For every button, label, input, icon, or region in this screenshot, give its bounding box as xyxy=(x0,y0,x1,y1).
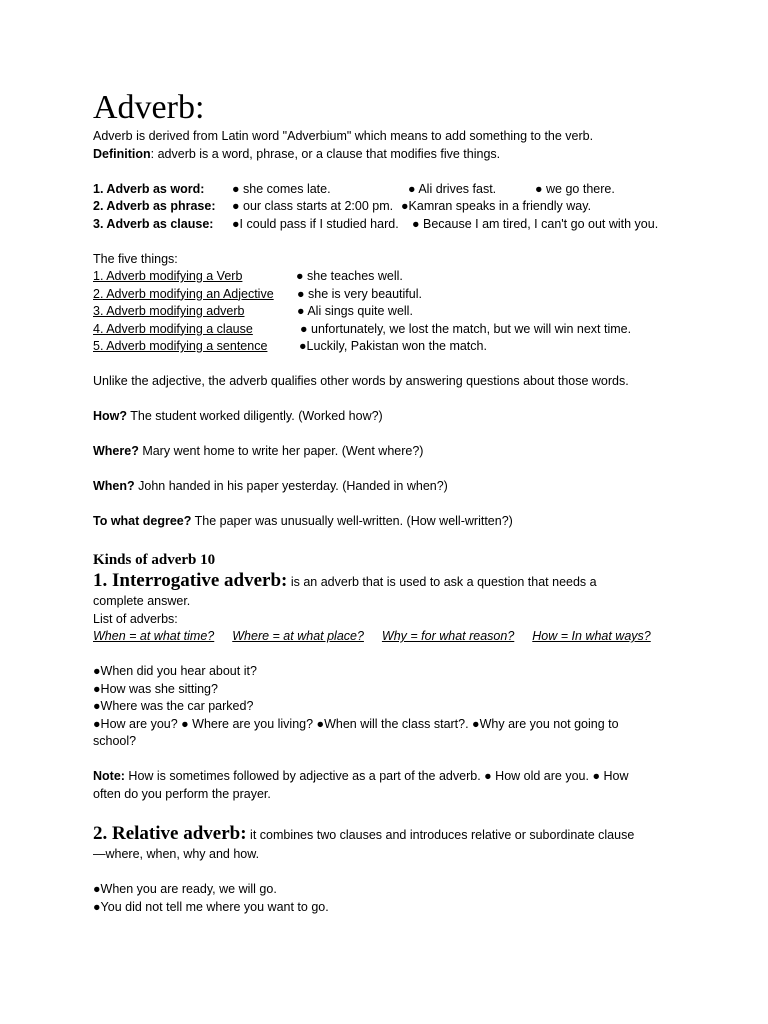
relative-heading-line xyxy=(93,823,693,846)
intro-text: Adverb is derived from Latin word "Adverbium" which means to add something to the verb. xyxy=(93,129,594,143)
five-thing-label: 3. Adverb modifying adverb xyxy=(93,304,245,318)
example-line: ●How was she sitting? xyxy=(93,681,218,696)
example-line: ●When did you hear about it? xyxy=(93,664,257,678)
five-thing-example: ● she is very beautiful. xyxy=(297,286,422,301)
relative-desc-cont: —where, when, why and how. xyxy=(93,847,260,861)
interrogative-heading: 1. Interrogative adverb: xyxy=(93,570,288,591)
form-example: ● Because I am tired, I can't go out with you. xyxy=(412,216,659,231)
interrogative-desc: is an adverb that is used to ask a question that needs a xyxy=(287,575,597,589)
question-degree xyxy=(93,513,693,531)
question-when xyxy=(93,478,693,496)
adverb-list-item: Why = for what reason? xyxy=(381,629,515,643)
five-thing-label: 4. Adverb modifying a clause xyxy=(93,321,253,336)
form-row-word xyxy=(93,181,693,199)
unlike-text: Unlike the adjective, the adverb qualifies other words by answering questions about those words. xyxy=(93,374,629,388)
question-label: When? xyxy=(93,479,135,493)
interrogative-desc-cont: complete answer. xyxy=(93,594,191,608)
five-thing-row xyxy=(93,321,693,339)
example-line: school? xyxy=(93,734,137,748)
page-title: Adverb: xyxy=(93,89,205,126)
five-thing-row xyxy=(93,338,693,356)
five-thing-label: 1. Adverb modifying a Verb xyxy=(93,269,243,283)
definition-line xyxy=(93,146,693,164)
form-example: ●I could pass if I studied hard. xyxy=(232,216,399,231)
form-label: 1. Adverb as word: xyxy=(93,181,205,196)
five-things-heading: The five things: xyxy=(93,251,178,266)
five-thing-label: 2. Adverb modifying an Adjective xyxy=(93,286,274,301)
note-text: How is sometimes followed by adjective as a part of the adverb. ● How old are you. ● How xyxy=(124,769,629,783)
example-line: ●When you are ready, we will go. xyxy=(93,882,277,896)
note-label: Note: xyxy=(93,769,125,783)
question-answer: The student worked diligently. (Worked how?) xyxy=(127,409,383,423)
interrogative-heading-line xyxy=(93,570,693,593)
five-thing-label: 5. Adverb modifying a sentence xyxy=(93,339,268,353)
form-example: ● our class starts at 2:00 pm. xyxy=(232,199,394,213)
form-example: ● we go there. xyxy=(535,181,615,196)
list-label: List of adverbs: xyxy=(93,611,178,626)
adverb-list-item: How = In what ways? xyxy=(532,629,651,643)
five-thing-example: ● unfortunately, we lost the match, but we will win next time. xyxy=(300,321,632,336)
form-example: ●Kamran speaks in a friendly way. xyxy=(401,199,592,213)
question-label: Where? xyxy=(93,444,139,458)
question-answer: John handed in his paper yesterday. (Handed in when?) xyxy=(134,479,448,493)
example-line: ●You did not tell me where you want to go. xyxy=(93,899,329,914)
note-line xyxy=(93,768,693,786)
five-thing-row xyxy=(93,303,693,321)
five-thing-example: ● Ali sings quite well. xyxy=(297,304,413,318)
note-cont: often do you perform the prayer. xyxy=(93,786,271,801)
form-label: 2. Adverb as phrase: xyxy=(93,199,216,213)
form-example: ● she comes late. xyxy=(232,181,331,196)
five-thing-row xyxy=(93,268,693,286)
relative-heading: 2. Relative adverb: xyxy=(93,823,247,844)
relative-desc: it combines two clauses and introduces relative or subordinate clause xyxy=(246,828,635,842)
form-label: 3. Adverb as clause: xyxy=(93,216,214,231)
five-thing-example: ●Luckily, Pakistan won the match. xyxy=(299,339,487,353)
example-line: ●How are you? ● Where are you living? ●When will the class start?. ●Why are you not going to xyxy=(93,716,619,731)
question-label: How? xyxy=(93,409,128,423)
question-answer: The paper was unusually well-written. (How well-written?) xyxy=(191,514,513,528)
form-example: ● Ali drives fast. xyxy=(408,181,497,196)
adverb-list-item: When = at what time? xyxy=(93,629,215,643)
kinds-heading: Kinds of adverb 10 xyxy=(93,552,216,568)
example-line: ●Where was the car parked? xyxy=(93,699,254,713)
question-where xyxy=(93,443,693,461)
question-how xyxy=(93,408,693,426)
form-row-clause xyxy=(93,216,693,234)
definition-text: : adverb is a word, phrase, or a clause that modifies five things. xyxy=(150,146,501,161)
document-page xyxy=(93,88,693,916)
question-answer: Mary went home to write her paper. (Went where?) xyxy=(138,444,424,458)
adverb-list xyxy=(93,628,693,646)
question-label: To what degree? xyxy=(93,514,192,528)
five-thing-example: ● she teaches well. xyxy=(296,269,403,283)
definition-label: Definition xyxy=(93,146,151,161)
form-row-phrase xyxy=(93,198,693,216)
adverb-list-item: Where = at what place? xyxy=(232,629,364,643)
five-thing-row xyxy=(93,286,693,304)
